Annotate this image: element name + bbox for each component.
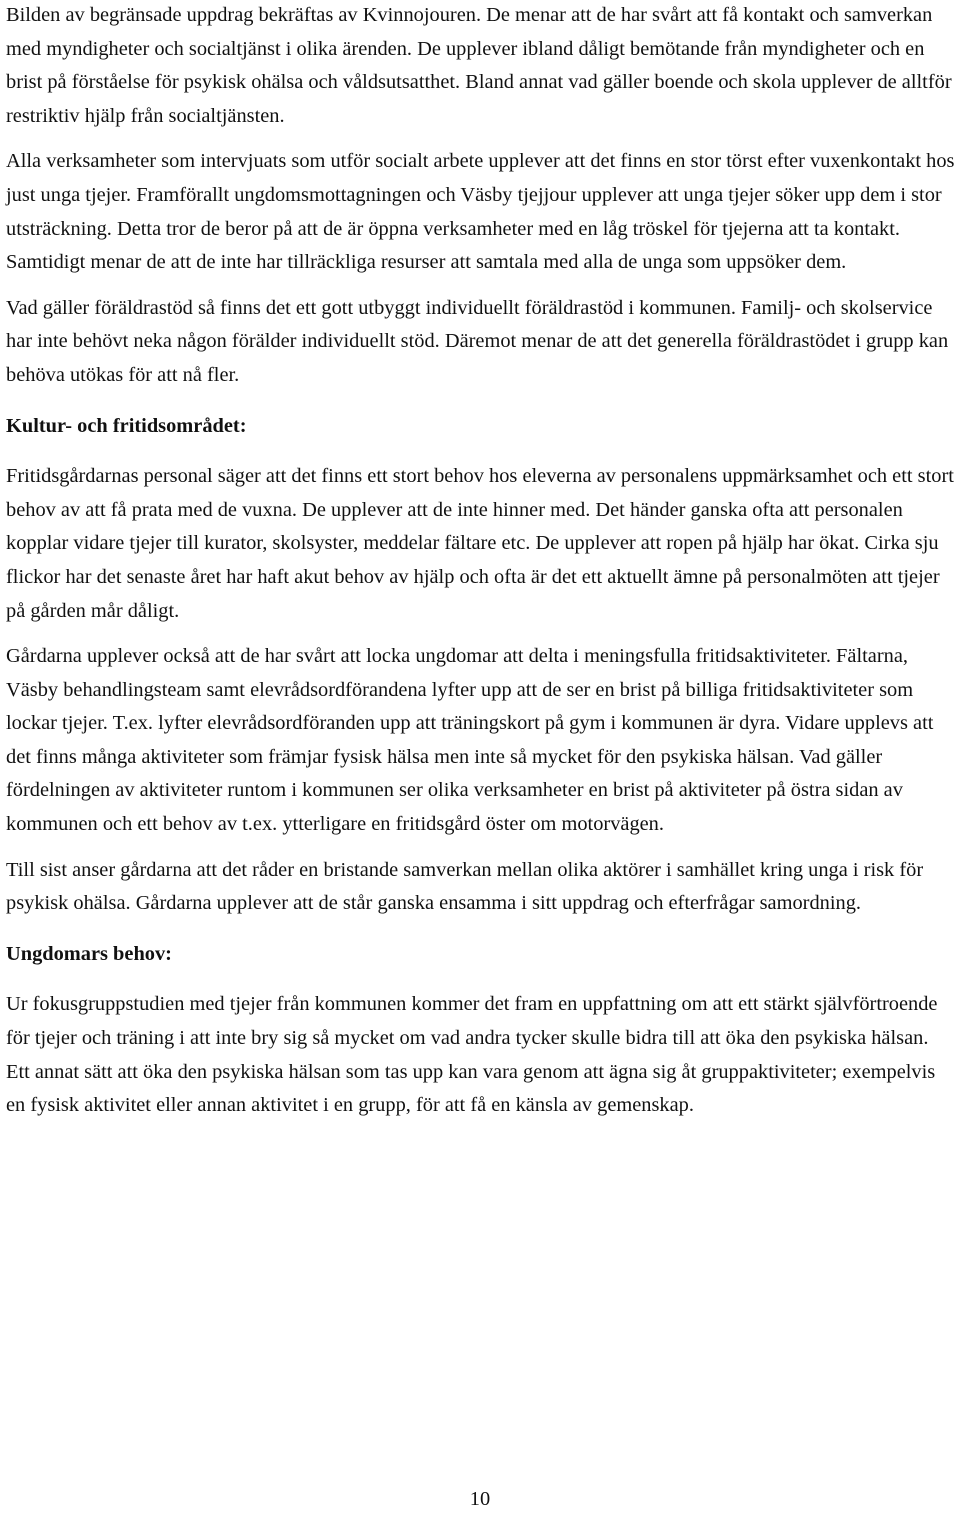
paragraph-fritidsaktiviteter: Gårdarna upplever också att de har svårt att locka ungdomar att delta i meningsfulla fritidsaktiviteter. Fältarna, Väsby behandlingsteam samt elevrådsordförandena lyfter upp att de ser en brist på billiga fritidsaktiviteter som lockar tjejer. T.ex. lyfter elevrådsordföranden upp att träningskort på gym i kommunen är dyra. Vidare upplevs att det finns många aktiviteter som främjar fysisk hälsa men inte så mycket för den psykiska hälsan. Vad gäller fördelningen av aktiviteter runtom i kommunen ser olika verksamheter en brist på aktiviteter på östra sidan av kommunen och ett behov av t.ex. ytterligare en fritidsgård öster om motorvägen. [6, 645, 934, 836]
paragraph-fritidsgardar: Fritidsgårdarnas personal säger att det finns ett stort behov hos eleverna av personalens uppmärksamhet och ett stort behov av att få prata med de vuxna. De upplever att de inte hinner med. Det händer ganska ofta att personalen kopplar vidare tjejer till kurator, skolsyster, meddelar fältare etc. De upplever att ropen på hjälp har ökat. Cirka sju flickor har det senaste året har haft akut behov av hjälp och ofta är det ett aktuellt ämne på personalmöten att tjejer på gården mår dåligt. [6, 465, 954, 622]
document-page [6, 0, 956, 1123]
paragraph-samverkan: Till sist anser gårdarna att det råder en bristande samverkan mellan olika aktörer i samhället kring unga i risk för psykisk ohälsa. Gårdarna upplever att de står ganska ensamma i sitt uppdrag och efterfrågar samordning. [6, 858, 924, 915]
paragraph-kvinnojouren: Bilden av begränsade uppdrag bekräftas av Kvinnojouren. De menar att de har svårt att få kontakt och samverkan med myndigheter och socialtjänst i olika ärenden. De upplever ibland dåligt bemötande från myndigheter och en brist på förståelse för psykisk ohälsa och våldsutsatthet. Bland annat vad gäller boende och skola upplever de alltför restriktiv hjälp från socialtjänsten. [6, 4, 952, 127]
paragraph-foraldrastod: Vad gäller föräldrastöd så finns det ett gott utbyggt individuellt föräldrastöd i kommunen. Familj- och skolservice har inte behövt neka någon förälder individuellt stöd. Däremot menar de att det generella föräldrastödet i grupp kan behöva utökas för att nå fler. [6, 296, 949, 386]
paragraph-fokusgrupp: Ur fokusgruppstudien med tjejer från kommunen kommer det fram en uppfattning om att ett stärkt självförtroende för tjejer och träning i att inte bry sig så mycket om vad andra tycker skulle bidra till att öka den psykiska hälsan. Ett annat sätt att öka den psykiska hälsan som tas upp kan vara genom att ägna sig åt gruppaktiviteter; exempelvis en fysisk aktivitet eller annan aktivitet i en grupp, för att få en känsla av gemenskap. [6, 993, 938, 1117]
paragraph-vuxenkontakt: Alla verksamheter som intervjuats som utför socialt arbete upplever att det finns en stor törst efter vuxenkontakt hos just unga tjejer. Framförallt ungdomsmottagningen och Väsby tjejjour upplever att unga tjejer söker upp dem i stor utsträckning. Detta tror de beror på att de är öppna verksamheter med en låg tröskel för tjejerna att ta kontakt. Samtidigt menar de att de inte har tillräckliga resurser att samtala med alla de unga som uppsöker dem. [6, 150, 955, 274]
page-number: 10 [469, 1488, 491, 1510]
section-heading-ungdomars-behov: Ungdomars behov: [6, 942, 172, 965]
section-heading-kultur-fritid: Kultur- och fritidsområdet: [6, 414, 247, 437]
